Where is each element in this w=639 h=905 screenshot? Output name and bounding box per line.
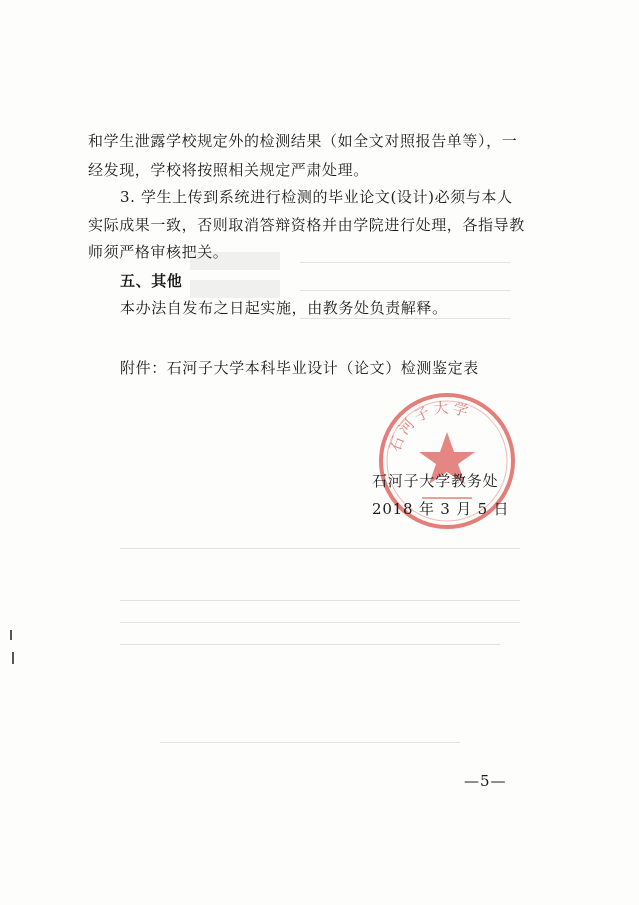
- bleed-through-line: [120, 644, 500, 645]
- svg-text:石河子大学: [386, 398, 473, 454]
- signature-date: 2018 年 3 月 5 日: [372, 500, 510, 518]
- bleed-through-block: [190, 280, 280, 298]
- bleed-through-line: [120, 548, 520, 549]
- body-line-2: 经发现，学校将按照相关规定严肃处理。: [88, 161, 369, 179]
- bleed-through-line: [300, 262, 510, 263]
- body-line-5: 师须严格审核把关。: [88, 243, 229, 261]
- binding-mark: [10, 630, 12, 640]
- bleed-through-line: [120, 622, 520, 623]
- bleed-through-line: [120, 600, 520, 601]
- body-line-4: 实际成果一致，否则取消答辩资格并由学院进行处理，各指导教: [88, 216, 525, 234]
- section-body: 本办法自发布之日起实施，由教务处负责解释。: [120, 299, 448, 317]
- bleed-through-line: [300, 318, 510, 319]
- bleed-through-line: [160, 742, 460, 743]
- binding-mark: [12, 652, 14, 664]
- page-number: —5—: [464, 772, 507, 790]
- signature-org: 石河子大学教务处: [372, 472, 499, 490]
- bleed-through-line: [300, 290, 510, 291]
- body-line-1: 和学生泄露学校规定外的检测结果（如全文对照报告单等），一: [88, 132, 518, 150]
- section-heading: 五、其他: [120, 272, 183, 290]
- body-line-3: 3. 学生上传到系统进行检测的毕业论文(设计)必须与本人: [120, 188, 513, 206]
- seal-text: 石河子大学: [385, 398, 474, 455]
- attachment-line: 附件：石河子大学本科毕业设计（论文）检测鉴定表: [120, 359, 479, 377]
